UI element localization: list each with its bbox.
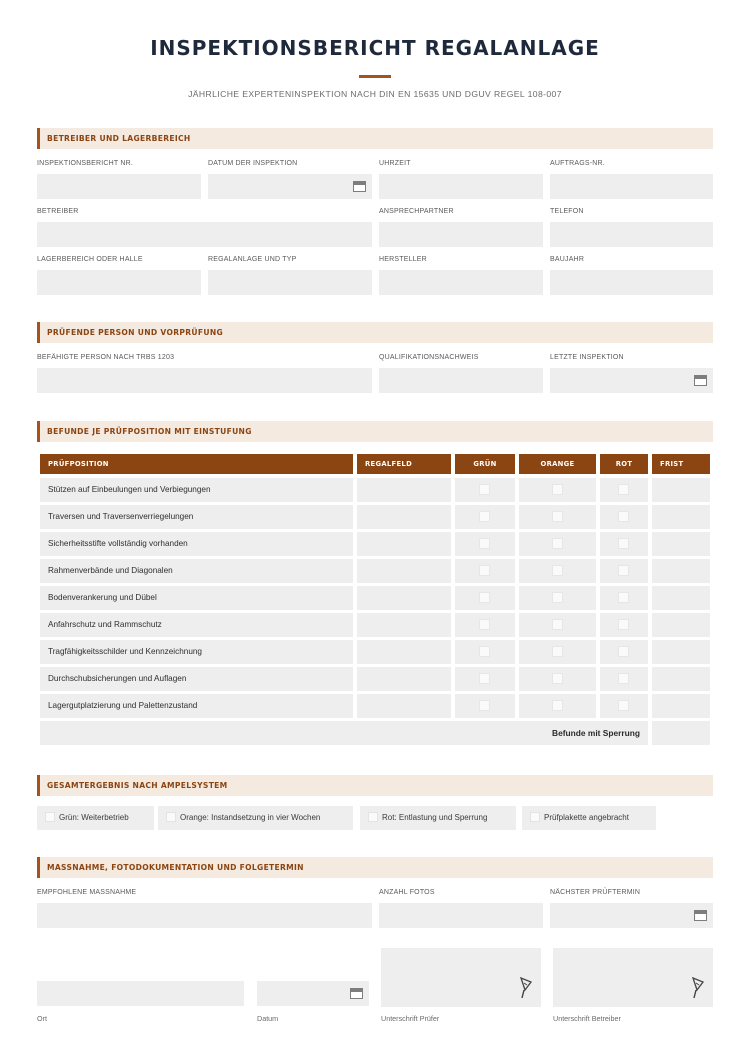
page-subtitle: JÄHRLICHE EXPERTENINSPEKTION NACH DIN EN 15635 UND DGUV REGEL 108-007 xyxy=(188,89,562,99)
page-title: INSPEKTIONSBERICHT REGALANLAGE xyxy=(150,36,600,60)
checkbox-gruen[interactable] xyxy=(479,565,490,576)
column-header-orange: ORANGE xyxy=(519,454,596,474)
table-row xyxy=(40,559,710,583)
cell-orange xyxy=(519,667,596,691)
cell-rot xyxy=(600,505,648,529)
cell-rot xyxy=(600,667,648,691)
checkbox-gruen[interactable] xyxy=(479,619,490,630)
label-baujahr: BAUJAHR xyxy=(550,256,585,263)
cell-rot xyxy=(600,586,648,610)
checkbox-rot[interactable] xyxy=(618,484,629,495)
pruefposition-label: Anfahrschutz und Rammschutz xyxy=(48,620,162,629)
label-datum: DATUM DER INSPEKTION xyxy=(208,160,298,167)
cell-frist[interactable] xyxy=(652,694,710,718)
checkbox-rot[interactable] xyxy=(618,592,629,603)
result-option-label: Prüfplakette angebracht xyxy=(544,813,629,822)
result-checkbox[interactable] xyxy=(368,812,378,822)
section-gesamt-header: GESAMTERGEBNIS NACH AMPELSYSTEM xyxy=(37,775,713,796)
pruefposition-label: Rahmenverbände und Diagonalen xyxy=(48,566,173,575)
column-header-gruen: GRÜN xyxy=(455,454,515,474)
cell-gruen xyxy=(455,505,515,529)
table-row xyxy=(40,613,710,637)
cell-regalfeld[interactable] xyxy=(357,478,451,502)
cell-regalfeld[interactable] xyxy=(357,640,451,664)
cell-pruefposition xyxy=(40,667,353,691)
cell-orange xyxy=(519,559,596,583)
result-option-rot[interactable] xyxy=(360,806,516,830)
cell-rot xyxy=(600,694,648,718)
checkbox-rot[interactable] xyxy=(618,565,629,576)
checkbox-gruen[interactable] xyxy=(479,646,490,657)
result-option-orange[interactable] xyxy=(158,806,353,830)
input-betreiber[interactable] xyxy=(37,222,372,247)
table-row xyxy=(40,667,710,691)
signature-betreiber-box[interactable] xyxy=(553,948,713,1007)
label-massnahme: EMPFOHLENE MASSNAHME xyxy=(37,889,137,896)
checkbox-orange[interactable] xyxy=(552,538,563,549)
checkbox-orange[interactable] xyxy=(552,646,563,657)
cell-pruefposition xyxy=(40,694,353,718)
checkbox-rot[interactable] xyxy=(618,538,629,549)
cell-gruen xyxy=(455,613,515,637)
label-bericht-nr: INSPEKTIONSBERICHT NR. xyxy=(37,160,134,167)
cell-orange xyxy=(519,640,596,664)
pruefposition-label: Durchschubsicherungen und Auflagen xyxy=(48,674,187,683)
pen-icon xyxy=(691,977,705,999)
input-regalanlage[interactable] xyxy=(208,270,372,295)
input-naechster[interactable] xyxy=(550,903,713,928)
column-header-pruefposition: PRÜFPOSITION xyxy=(40,454,353,474)
checkbox-rot[interactable] xyxy=(618,511,629,522)
result-checkbox[interactable] xyxy=(530,812,540,822)
label-regalanlage: REGALANLAGE UND TYP xyxy=(208,256,297,263)
calendar-icon[interactable] xyxy=(353,181,366,192)
checkbox-gruen[interactable] xyxy=(479,484,490,495)
cell-regalfeld[interactable] xyxy=(357,532,451,556)
cell-regalfeld[interactable] xyxy=(357,613,451,637)
result-option-label: Rot: Entlastung und Sperrung xyxy=(382,813,488,822)
cell-rot xyxy=(600,478,648,502)
column-header-regalfeld: REGALFELD xyxy=(357,454,451,474)
cell-orange xyxy=(519,505,596,529)
checkbox-gruen[interactable] xyxy=(479,511,490,522)
cell-regalfeld[interactable] xyxy=(357,505,451,529)
cell-frist[interactable] xyxy=(652,559,710,583)
input-hersteller[interactable] xyxy=(379,270,543,295)
cell-gruen xyxy=(455,532,515,556)
label-ansprechpartner: ANSPRECHPARTNER xyxy=(379,208,454,215)
checkbox-orange[interactable] xyxy=(552,673,563,684)
label-letzte: LETZTE INSPEKTION xyxy=(550,354,624,361)
cell-pruefposition xyxy=(40,613,353,637)
cell-rot xyxy=(600,640,648,664)
label-uhrzeit: UHRZEIT xyxy=(379,160,411,167)
label-telefon: TELEFON xyxy=(550,208,584,215)
checkbox-gruen[interactable] xyxy=(479,538,490,549)
footer-value-cell[interactable] xyxy=(652,721,710,745)
input-auftrag[interactable] xyxy=(550,174,713,199)
checkbox-orange[interactable] xyxy=(552,484,563,495)
label-auftrag: AUFTRAGS-NR. xyxy=(550,160,605,167)
result-option-label: Orange: Instandsetzung in vier Wochen xyxy=(180,813,321,822)
cell-frist[interactable] xyxy=(652,667,710,691)
cell-orange xyxy=(519,613,596,637)
cell-pruefposition xyxy=(40,505,353,529)
cell-rot xyxy=(600,532,648,556)
result-option-plakette[interactable] xyxy=(522,806,656,830)
cell-gruen xyxy=(455,478,515,502)
caption-unterschrift-betreiber: Unterschrift Betreiber xyxy=(553,1014,621,1023)
footer-label: Befunde mit Sperrung xyxy=(552,728,640,738)
cell-frist[interactable] xyxy=(652,613,710,637)
cell-gruen xyxy=(455,640,515,664)
pruefposition-label: Traversen und Traversenverriegelungen xyxy=(48,512,194,521)
checkbox-gruen[interactable] xyxy=(479,700,490,711)
pruefposition-label: Sicherheitsstifte vollständig vorhanden xyxy=(48,539,188,548)
pruefposition-label: Tragfähigkeitsschilder und Kennzeichnung xyxy=(48,647,202,656)
caption-datum: Datum xyxy=(257,1014,279,1023)
cell-pruefposition xyxy=(40,586,353,610)
input-letzte[interactable] xyxy=(550,368,713,393)
caption-ort: Ort xyxy=(37,1014,47,1023)
pruefposition-label: Lagergutplatzierung und Palettenzustand xyxy=(48,701,198,710)
pruefposition-label: Stützen auf Einbeulungen und Verbiegungen xyxy=(48,485,211,494)
input-fotos[interactable] xyxy=(379,903,543,928)
input-lagerbereich[interactable] xyxy=(37,270,201,295)
calendar-icon[interactable] xyxy=(694,910,707,921)
signature-pruefer-box[interactable] xyxy=(381,948,541,1007)
input-telefon[interactable] xyxy=(550,222,713,247)
input-nachweis[interactable] xyxy=(379,368,543,393)
label-hersteller: HERSTELLER xyxy=(379,256,427,263)
checkbox-orange[interactable] xyxy=(552,592,563,603)
result-checkbox[interactable] xyxy=(45,812,55,822)
cell-rot xyxy=(600,559,648,583)
input-massnahme[interactable] xyxy=(37,903,372,928)
checkbox-gruen[interactable] xyxy=(479,592,490,603)
cell-frist[interactable] xyxy=(652,478,710,502)
cell-regalfeld[interactable] xyxy=(357,586,451,610)
section-betreiber-header: BETREIBER UND LAGERBEREICH xyxy=(37,128,713,149)
section-massnahme-header: MASSNAHME, FOTODOKUMENTATION UND FOLGETERMIN xyxy=(37,857,713,878)
cell-gruen xyxy=(455,667,515,691)
result-checkbox[interactable] xyxy=(166,812,176,822)
label-betreiber: BETREIBER xyxy=(37,208,79,215)
cell-gruen xyxy=(455,559,515,583)
result-option-label: Grün: Weiterbetrieb xyxy=(59,813,129,822)
calendar-icon[interactable] xyxy=(694,375,707,386)
cell-rot xyxy=(600,613,648,637)
footer-label-cell xyxy=(40,721,648,745)
table-row xyxy=(40,478,710,502)
cell-orange xyxy=(519,532,596,556)
input-ort[interactable] xyxy=(37,981,244,1006)
input-sign-datum[interactable] xyxy=(257,981,369,1006)
section-befunde-header: BEFUNDE JE PRÜFPOSITION MIT EINSTUFUNG xyxy=(37,421,713,442)
cell-frist[interactable] xyxy=(652,505,710,529)
cell-pruefposition xyxy=(40,640,353,664)
table-row xyxy=(40,505,710,529)
input-datum[interactable] xyxy=(208,174,372,199)
table-row xyxy=(40,532,710,556)
pen-icon xyxy=(519,977,533,999)
table-footer-row xyxy=(40,721,710,745)
caption-unterschrift-pruefer: Unterschrift Prüfer xyxy=(381,1014,440,1023)
label-person: BEFÄHIGTE PERSON NACH TRBS 1203 xyxy=(37,354,175,361)
label-nachweis: QUALIFIKATIONSNACHWEIS xyxy=(379,354,479,361)
input-uhrzeit[interactable] xyxy=(379,174,543,199)
checkbox-orange[interactable] xyxy=(552,700,563,711)
cell-frist[interactable] xyxy=(652,640,710,664)
calendar-icon[interactable] xyxy=(350,988,363,999)
label-naechster: NÄCHSTER PRÜFTERMIN xyxy=(550,889,641,896)
column-header-frist: FRIST xyxy=(652,454,710,474)
pruefposition-label: Bodenverankerung und Dübel xyxy=(48,593,157,602)
checkbox-orange[interactable] xyxy=(552,511,563,522)
checkbox-orange[interactable] xyxy=(552,565,563,576)
checkbox-rot[interactable] xyxy=(618,673,629,684)
column-header-rot: ROT xyxy=(600,454,648,474)
title-divider xyxy=(359,75,391,78)
checkbox-rot[interactable] xyxy=(618,700,629,711)
cell-gruen xyxy=(455,586,515,610)
label-fotos: ANZAHL FOTOS xyxy=(379,889,435,896)
cell-orange xyxy=(519,586,596,610)
cell-pruefposition xyxy=(40,478,353,502)
checkbox-gruen[interactable] xyxy=(479,673,490,684)
cell-regalfeld[interactable] xyxy=(357,694,451,718)
table-row xyxy=(40,640,710,664)
table-row xyxy=(40,586,710,610)
cell-regalfeld[interactable] xyxy=(357,667,451,691)
cell-orange xyxy=(519,478,596,502)
checkbox-rot[interactable] xyxy=(618,619,629,630)
input-person[interactable] xyxy=(37,368,372,393)
section-pruefer-header: PRÜFENDE PERSON UND VORPRÜFUNG xyxy=(37,322,713,343)
cell-regalfeld[interactable] xyxy=(357,559,451,583)
cell-orange xyxy=(519,694,596,718)
checkbox-rot[interactable] xyxy=(618,646,629,657)
cell-frist[interactable] xyxy=(652,586,710,610)
cell-gruen xyxy=(455,694,515,718)
cell-pruefposition xyxy=(40,559,353,583)
result-option-gruen[interactable] xyxy=(37,806,154,830)
input-baujahr[interactable] xyxy=(550,270,713,295)
input-ansprechpartner[interactable] xyxy=(379,222,543,247)
cell-frist[interactable] xyxy=(652,532,710,556)
label-lagerbereich: LAGERBEREICH ODER HALLE xyxy=(37,256,143,263)
checkbox-orange[interactable] xyxy=(552,619,563,630)
table-row xyxy=(40,694,710,718)
input-bericht-nr[interactable] xyxy=(37,174,201,199)
cell-pruefposition xyxy=(40,532,353,556)
